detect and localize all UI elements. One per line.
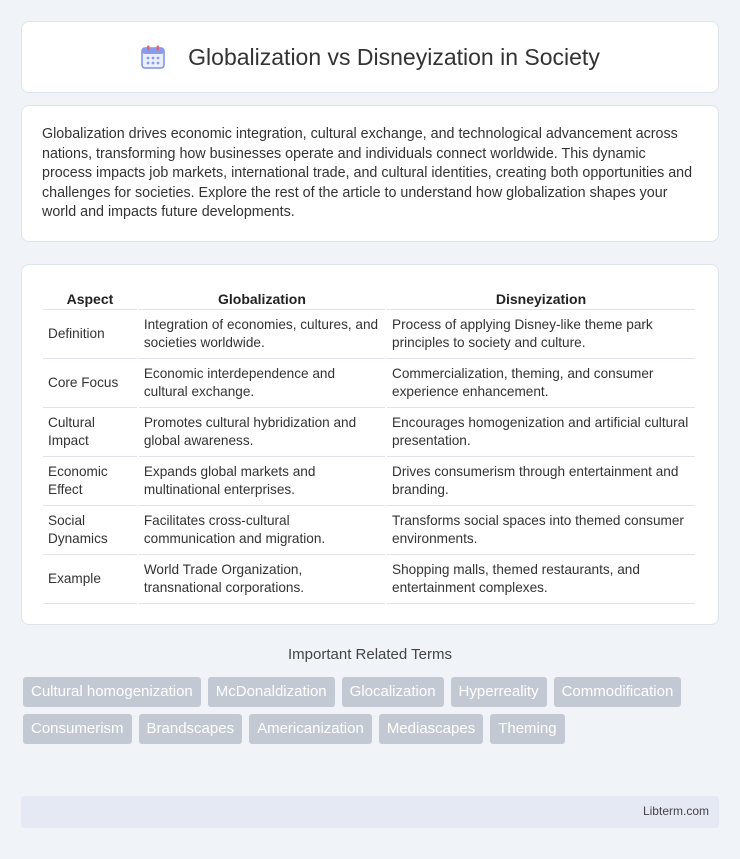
cell-disneyization: Shopping malls, themed restaurants, and entertainment complexes. [387,555,695,604]
term-tag[interactable]: Mediascapes [379,714,483,744]
related-terms-title: Important Related Terms [288,646,452,663]
cell-disneyization: Process of applying Disney-like theme park principles to society and culture. [387,310,695,359]
cell-globalization: Facilitates cross-cultural communication and migration. [139,506,385,555]
cell-aspect: Core Focus [43,359,137,408]
term-tag[interactable]: Hyperreality [451,677,547,707]
cell-disneyization: Drives consumerism through entertainment and branding. [387,457,695,506]
footer [21,796,719,828]
cell-globalization: World Trade Organization, transnational corporations. [139,555,385,604]
cell-globalization: Integration of economies, cultures, and societies worldwide. [139,310,385,359]
header-globalization: Globalization [139,285,385,310]
cell-aspect: Cultural Impact [43,408,137,457]
intro-text: Globalization drives economic integration, cultural exchange, and technological advancement across nations, transforming how businesses operate and individuals connect worldwide. This dynamic process impacts job markets, international trade, and cultural identities, creating both opportunities and challenges for societies. Explore the rest of the article to understand how globalization shapes your world and impacts future developments. [42,126,693,221]
comparison-table [41,285,697,604]
term-tag[interactable]: Consumerism [23,714,132,744]
cell-aspect: Example [43,555,137,604]
term-tag[interactable]: Theming [490,714,564,744]
header-aspect: Aspect [43,285,137,310]
term-tag[interactable]: Brandscapes [139,714,243,744]
footer-site[interactable]: Libterm.com [642,804,709,818]
table-row [43,555,695,604]
table-row [43,506,695,555]
term-tag[interactable]: Glocalization [342,677,444,707]
term-tag[interactable]: Commodification [554,677,682,707]
table-row [43,457,695,506]
cell-disneyization: Encourages homogenization and artificial cultural presentation. [387,408,695,457]
cell-disneyization: Commercialization, theming, and consumer experience enhancement. [387,359,695,408]
cell-globalization: Promotes cultural hybridization and global awareness. [139,408,385,457]
cell-aspect: Social Dynamics [43,506,137,555]
table-row [43,359,695,408]
cell-globalization: Expands global markets and multinational enterprises. [139,457,385,506]
term-tag[interactable]: Americanization [249,714,372,744]
table-header-row [43,285,695,310]
title-card [21,21,719,93]
cell-aspect: Definition [43,310,137,359]
cell-aspect: Economic Effect [43,457,137,506]
term-tag[interactable]: Cultural homogenization [23,677,201,707]
related-terms-list [23,677,723,751]
cell-globalization: Economic interdependence and cultural exchange. [139,359,385,408]
calendar-icon [140,44,166,70]
term-tag[interactable]: McDonaldization [208,677,335,707]
intro-card [21,105,719,242]
header-disneyization: Disneyization [387,285,695,310]
page-title: Globalization vs Disneyization in Society [188,43,600,70]
table-row [43,408,695,457]
comparison-card [21,264,719,625]
table-row [43,310,695,359]
cell-disneyization: Transforms social spaces into themed consumer environments. [387,506,695,555]
